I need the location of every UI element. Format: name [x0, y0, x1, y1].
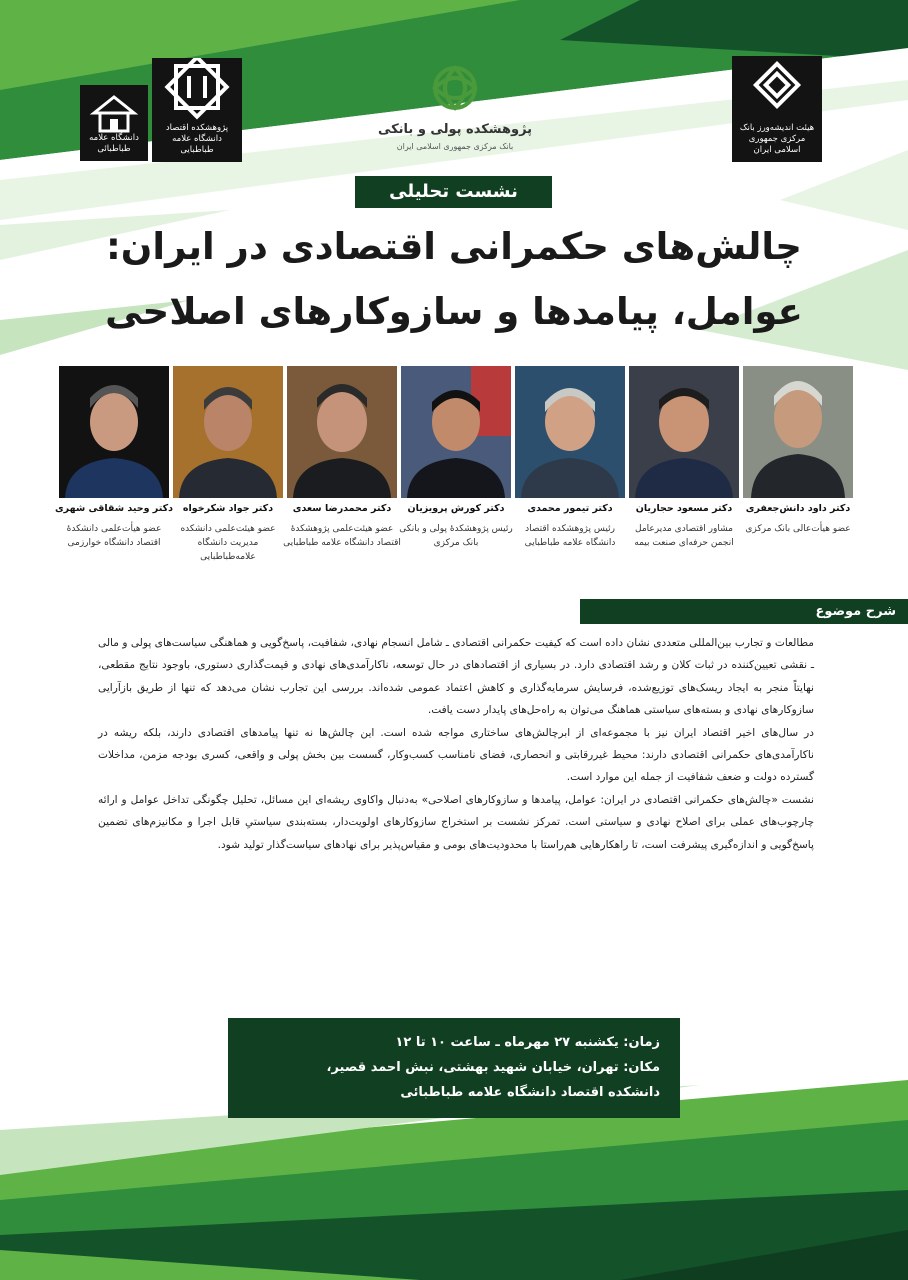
speaker-role: رئیس پژوهشکده اقتصاد دانشگاه علامه طباطبایی [524, 524, 616, 548]
institute-name: پژوهشکده پولی و بانکی [377, 122, 533, 137]
speaker-name: دکتر کورش پرویزیان [407, 503, 505, 514]
event-time: زمان: یکشنبه ۲۷ مهرماه ـ ساعت ۱۰ تا ۱۲ [395, 1035, 660, 1050]
speaker-photo [287, 366, 397, 498]
think-tank-logo [732, 56, 822, 162]
speaker-photo [629, 366, 739, 498]
page-title: چالش‌های حکمرانی اقتصادی در ایران: [106, 225, 802, 268]
speaker-photo [173, 366, 283, 498]
speaker-role: عضو هیأت‌عالی بانک مرکزی [745, 524, 851, 534]
page-subtitle: عوامل، پیامدها و سازوکارهای اصلاحی [105, 290, 803, 333]
event-place-detail: دانشکده اقتصاد دانشگاه علامه طباطبائی [400, 1085, 660, 1100]
speaker-photo [515, 366, 625, 498]
speakers-row [55, 366, 853, 576]
section-heading: شرح موضوع [580, 599, 908, 624]
monetary-research-institute-logo [372, 62, 538, 158]
speaker-name: دکتر مسعود حجاریان [635, 503, 733, 514]
logo-caption: دانشگاه علامه طباطبائی [89, 133, 139, 154]
description-body [98, 632, 814, 856]
speaker-name: دکتر وحید شقاقی شهری [54, 503, 173, 514]
event-details-box [228, 1018, 680, 1118]
speaker-role: رئیس پژوهشکدهٔ پولی و بانکی بانک مرکزی [399, 524, 513, 548]
event-type-label: نشست تحلیلی [355, 176, 552, 208]
paragraph: مطالعات و تجارب بین‌المللی متعددی نشان داده است که کیفیت حکمرانی اقتصادی ـ شامل انسجام نهادی، شفافیت، پاسخ‌گویی و هماهنگی سیاست‌های پولی و مالی ـ نقشی تعیین‌کننده در ثبات کلان و رشد اقتصادی دارد. در بسیاری از اقتصادهای در حال توسعه، ناکارآمدی‌های نهادی و قیمت‌گذاری دستوری، باوجود نتایج مقطعی، نهایتاً منجر به ایجاد ریسک‌های توزیع‌شده، فرسایش سرمایه‌گذاری و کاهش اعتماد عمومی شده‌اند. بررسی این تجارب نشان می‌دهد که تنها از طریق بازآرایی سازوکارهای نهادی و بسته‌های سیاستی هماهنگ می‌توان به راه‌حل‌های پایدار دست یافت. [98, 637, 814, 717]
speaker-role: عضو هیأت‌علمی دانشکدهٔ اقتصاد دانشگاه خوارزمی [66, 524, 162, 548]
speaker-role: عضو هیئت‌علمی دانشکده مدیریت دانشگاه علامه‌طباطبایی [180, 524, 276, 562]
speaker-photo [401, 366, 511, 498]
speaker-photo [743, 366, 853, 498]
institute-subtitle: بانک مرکزی جمهوری اسلامی ایران [396, 142, 514, 151]
economics-institute-logo [152, 58, 242, 162]
paragraph: نشست «چالش‌های حکمرانی اقتصادی در ایران: عوامل، پیامدها و سازوکارهای اصلاحی» به‌دنبال واکاوی ریشه‌ای این مسائل، تحلیل چگونگی تداخل عوامل و ارائه چارچوب‌های عملی برای اصلاح نهادی و سیاستی است. تمرکز نشست بر استخراج سازوکارهای اولویت‌دار، بسته‌بندی سیاستیِ قابل اجرا و مکانیزم‌های تضمین پاسخ‌گویی و اندازه‌گیری پیشرفت است، تا راهکارهایی هم‌راستا با محدودیت‌های بومی و مقیاس‌پذیر برای نهادهای سیاست‌گذار تولید شود. [98, 793, 814, 851]
logo-caption: هیئت اندیشه‌ورز بانک مرکزی جمهوری اسلامی ایران [739, 123, 815, 155]
speaker-role: مشاور اقتصادی مدیرعامل انجمن حرفه‌ای صنعت بیمه [634, 524, 734, 548]
speaker-name: دکتر تیمور محمدی [527, 503, 613, 514]
speaker-name: دکتر محمدرضا سعدی [292, 503, 392, 514]
paragraph: در سال‌های اخیر اقتصاد ایران نیز با مجموعه‌ای از ابرچالش‌های ساختاری مواجه شده است. این چالش‌ها نه تنها پیامدهای اقتصادی دارند، بلکه ریشه در ناکارآمدی‌های حکمرانی اقتصادی دارند: محیط غیررقابتی و انحصاری، فضای نامناسب کسب‌وکار، گسست بین بخش پولی و واقعی، کسری بودجه مزمن، مداخلات گسترده دولت و ضعف شفافیت از جمله این موارد است. [98, 726, 814, 784]
speaker-name: دکتر جواد شکرخواه [182, 503, 274, 514]
speaker-name: دکتر داود دانش‌جعفری [745, 503, 851, 514]
speaker-role: عضو هیئت‌علمی پژوهشکدهٔ اقتصاد دانشگاه علامه طباطبایی [283, 524, 401, 548]
event-place: مکان: تهران، خیابان شهید بهشتی، نبش احمد قصیر، [326, 1060, 660, 1075]
knot-emblem-icon [372, 62, 538, 118]
university-logo [80, 85, 148, 161]
speaker-photo [59, 366, 169, 498]
logo-caption: پژوهشکده اقتصاد دانشگاه علامه طباطبایی [165, 123, 229, 155]
